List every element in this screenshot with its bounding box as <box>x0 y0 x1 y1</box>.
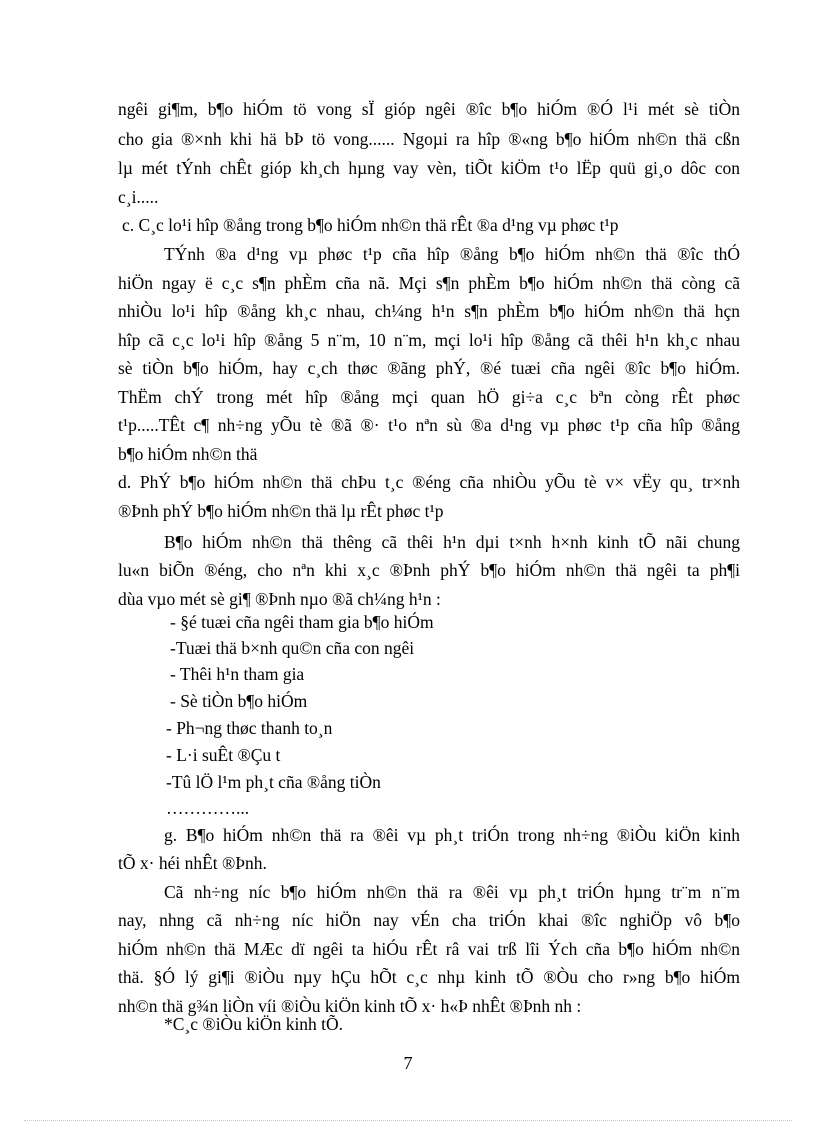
list-item: - §é tuæi cña ngêi tham gia b¶o hiÓm <box>170 612 434 632</box>
paragraph-line: tÕ x· héi nhÊt ®Þnh. <box>118 853 267 873</box>
paragraph-line: ThËm chÝ trong mét hîp ®ång mçi quan hÖ gi÷a c¸c bªn còng rÊt phøc <box>118 387 740 407</box>
page-number: 7 <box>403 1053 413 1073</box>
page-bottom-rule <box>24 1120 792 1121</box>
paragraph-line: B¶o hiÓm nh©n thä thêng cã thêi h¹n dµi t×nh h×nh kinh tÕ nãi chung <box>164 532 740 552</box>
paragraph-line: Cã nh÷ng níc b¶o hiÓm nh©n thä ra ®êi vµ ph¸t triÓn hµng tr¨m n¨m <box>164 882 740 902</box>
list-item: -Tû lÖ l¹m ph¸t cña ®ång tiÒn <box>166 772 381 792</box>
paragraph-line: g. B¶o hiÓm nh©n thä ra ®êi vµ ph¸t triÓn trong nh÷ng ®iÒu kiÖn kinh <box>164 825 740 845</box>
paragraph-line: *C¸c ®iÒu kiÖn kinh tÕ. <box>164 1014 344 1034</box>
paragraph-line: lu«n biÕn ®éng, cho nªn khi x¸c ®Þnh phÝ b¶o hiÓm nh©n thä ngêi ta ph¶i <box>118 560 740 580</box>
paragraph-line: TÝnh ®a d¹ng vµ phøc t¹p cña hîp ®ång b¶o hiÓm nh©n thä ®îc thÓ <box>164 244 740 264</box>
section-heading-d: d. PhÝ b¶o hiÓm nh©n thä chÞu t¸c ®éng cña nhiÒu yÕu tè v× vËy qu¸ tr×nh <box>118 472 740 492</box>
list-item: - Sè tiÒn b¶o hiÓm <box>170 691 308 711</box>
paragraph-line: nay, nhng cã nh÷ng níc hiÖn nay vÉn cha triÓn khai ®îc nghiÖp vô b¶o <box>118 910 740 930</box>
list-item: - Ph¬ng thøc thanh to¸n <box>166 718 333 738</box>
paragraph-line: hîp cã c¸c lo¹i hîp ®ång 5 n¨m, 10 n¨m, mçi lo¹i hîp ®ång cã thêi h¹n kh¸c nhau <box>118 330 740 350</box>
section-heading-c: c. C¸c lo¹i hîp ®ång trong b¶o hiÓm nh©n thä rÊt ®a d¹ng vµ phøc t¹p <box>122 215 619 235</box>
paragraph-line: cho gia ®×nh khi hä bÞ tö vong...... Ngoµi ra hîp ®«ng b¶o hiÓm nh©n thä cßn <box>118 129 740 149</box>
paragraph-line: b¶o hiÓm nh©n thä <box>118 444 258 464</box>
paragraph-line: sè tiÒn b¶o hiÓm, hay c¸ch thøc ®ãng phÝ, ®é tuæi cña ngêi ®îc b¶o hiÓm. <box>118 358 740 378</box>
list-item: - Thêi h¹n tham gia <box>170 664 305 684</box>
paragraph-line: c¸i..... <box>118 187 159 207</box>
paragraph-line: lµ mét tÝnh chÊt gióp kh¸ch hµng vay vèn, tiÕt kiÖm t¹o lËp quü gi¸o dôc con <box>118 158 740 178</box>
paragraph-line: nhiÒu lo¹i hîp ®ång kh¸c nhau, ch¼ng h¹n s¶n phÈm b¶o hiÓm nh©n thä hçn <box>118 301 740 321</box>
paragraph-line: nh©n thä g¾n liÒn víi ®iÒu kiÖn kinh tÕ x· h«Þ nhÊt ®Þnh nh : <box>118 996 582 1016</box>
paragraph-line: hiÓm nh©n thä MÆc dï ngêi ta hiÓu rÊt râ vai trß lîi Ých cña b¶o hiÓm nh©n <box>118 939 740 959</box>
paragraph-line: t¹p.....TÊt c¶ nh÷ng yÕu tè ®ã ®· t¹o nªn sù ®a d¹ng vµ phøc t¹p cña hîp ®ång <box>118 415 740 435</box>
section-heading-d: ®Þnh phÝ b¶o hiÓm nh©n thä lµ rÊt phøc t¹p <box>118 501 444 521</box>
paragraph-line: dùa vµo mét sè gi¶ ®Þnh nµo ®ã ch¼ng h¹n : <box>118 589 441 609</box>
list-item: -Tuæi thä b×nh qu©n cña con ngêi <box>170 638 415 658</box>
paragraph-line: thä. §Ó lý gi¶i ®iÒu nµy hÇu hÕt c¸c nhµ kinh tÕ ®Òu cho r»ng b¶o hiÓm <box>118 967 740 987</box>
paragraph-line: hiÖn ngay ë c¸c s¶n phÈm cña nã. Mçi s¶n phÈm b¶o hiÓm nh©n thä còng cã <box>118 273 740 293</box>
list-item: - L·i suÊt ®Çu t <box>166 745 281 765</box>
paragraph-line: ngêi gi¶m, b¶o hiÓm tö vong sÏ gióp ngêi ®îc b¶o hiÓm ®Ó l¹i mét sè tiÒn <box>118 99 740 119</box>
list-item: …………... <box>166 798 250 818</box>
